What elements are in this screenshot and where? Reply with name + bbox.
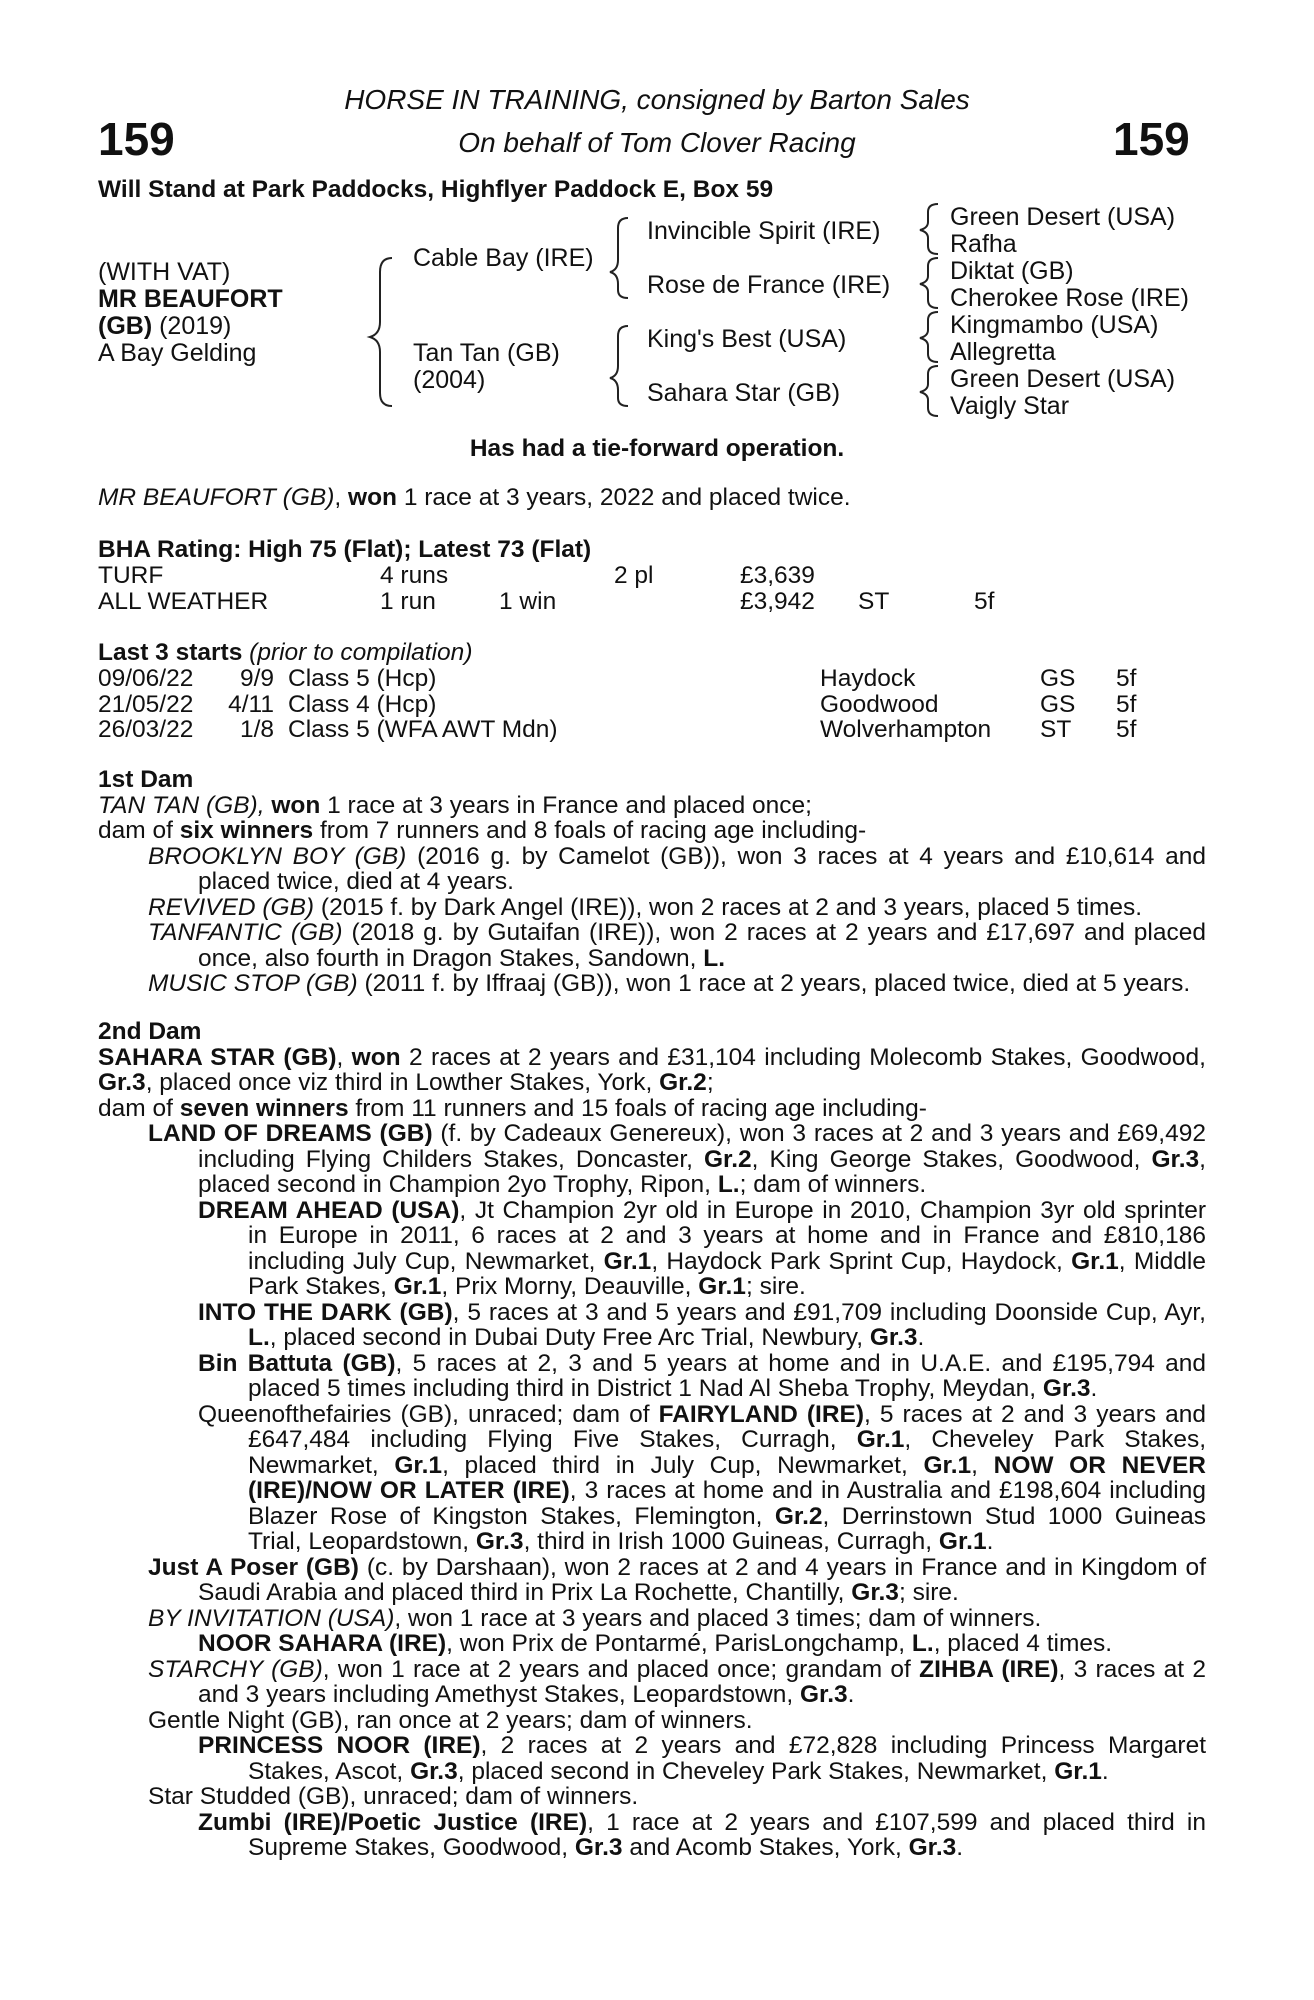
money: £3,942: [740, 587, 815, 615]
lot-number-left: 159: [98, 113, 175, 165]
starts-table: [98, 666, 1206, 743]
start-date: 26/03/22: [98, 716, 194, 743]
offspring-text: , Cheveley Park Stakes, Newmarket,: [248, 1426, 1207, 1479]
group-mark: Gr.2: [659, 1069, 707, 1096]
pedigree-dam-sire: King's Best (USA): [647, 325, 847, 353]
offspring-name: BROOKLYN BOY (GB): [148, 842, 407, 870]
offspring-text: , placed second in Cheveley Park Stakes, Newmarket,: [457, 1757, 1048, 1785]
offspring-entry: [148, 1606, 1206, 1632]
brace-ss: [920, 204, 938, 254]
start-distance: 5f: [1116, 690, 1137, 718]
offspring-name: NOW OR NEVER (IRE)/NOW OR LATER (IRE): [248, 1451, 1207, 1504]
offspring-entry: [148, 1555, 1206, 1606]
offspring-entry: [148, 1784, 1206, 1810]
rating-table: [98, 563, 1206, 614]
offspring-text: , 3 races at home and in Australia and £198,604 including Blazer Rose of Kingston Stakes, Flemington,: [248, 1477, 1206, 1530]
offspring-name: LAND OF DREAMS (GB): [148, 1120, 433, 1147]
offspring-text: (2015 f. by Dark Angel (IRE)), won 2 races at 2 and 3 years, placed 5 times.: [320, 893, 1143, 921]
pedigree-sire-sire: Invincible Spirit (IRE): [647, 217, 881, 245]
offspring-text: (2016 g. by Camelot (GB)), won 3 races at 4 years and £10,614 and placed twice, died at 4 years.: [198, 842, 1206, 895]
group-mark: Gr.1: [856, 1426, 905, 1453]
offspring-name: REVIVED (GB): [148, 893, 315, 921]
start-class: Class 5 (Hcp): [288, 665, 437, 692]
last-starts-title: Last 3 starts: [98, 639, 243, 666]
money: £3,639: [740, 562, 815, 589]
offspring-text: (2018 g. by Gutaifan (IRE)), won 2 races at 2 years and £17,697 and placed once, also fourth in Dragon Stakes, Sandown,: [198, 919, 1207, 972]
horse-name: MR BEAUFORT: [98, 285, 283, 313]
offspring-text: , won Prix de Pontarmé, ParisLongchamp,: [446, 1630, 906, 1657]
group-mark: Gr.1: [393, 1273, 442, 1300]
group-mark: Gr.3: [851, 1579, 899, 1606]
offspring-text: Gentle Night (GB), ran once at 2 years; dam of winners.: [148, 1706, 753, 1734]
group-mark: Gr.2: [703, 1145, 752, 1173]
offspring-name: PRINCESS NOOR (IRE): [198, 1732, 481, 1759]
group-mark: Gr.3: [869, 1324, 918, 1351]
offspring-entry: [148, 920, 1206, 971]
start-date: 21/05/22: [98, 690, 194, 718]
offspring-text: , Jt Champion 2yr old in Europe in 2010, Champion 3yr old sprinter in Europe in 2011, 6 races at 2 and 3 years at home and in France and £810,186 including July Cup, Newmarket,: [248, 1196, 1206, 1275]
group-mark: Gr.3: [908, 1834, 957, 1861]
offspring-text: (c. by Darshaan), won 2 races at 2 and 4 years in France and in Kingdom of Saudi Arabia and placed third in Prix La Rochette, Chantilly,: [198, 1553, 1206, 1606]
winners-count: six winners: [179, 817, 314, 844]
offspring-text: , placed second in Champion 2yo Trophy, Ripon,: [198, 1145, 1206, 1198]
offspring-entry: [148, 895, 1206, 921]
dam-of: dam of: [98, 1094, 173, 1122]
pedigree-dsd: Allegretta: [950, 338, 1056, 366]
stand-location: Will Stand at Park Paddocks, Highflyer Paddock E, Box 59: [98, 176, 774, 203]
dam-name: SAHARA STAR (GB): [98, 1043, 337, 1071]
listed-mark: L.: [248, 1324, 270, 1351]
offspring-text: , Prix Morny, Deauville,: [441, 1273, 692, 1300]
offspring-text: .: [986, 1528, 994, 1555]
surface: TURF: [98, 562, 164, 589]
first-dam-intro: [98, 793, 1206, 819]
offspring-text: , 1 race at 2 years and £107,599 and placed third in Supreme Stakes, Goodwood,: [248, 1808, 1206, 1861]
offspring-text: (f. by Cadeaux Genereux), won 3 races at 2 and 3 years and £69,492 including Flying Childers Stakes, Doncaster,: [198, 1120, 1206, 1173]
header-behalf: On behalf of Tom Clover Racing: [458, 127, 856, 158]
start-date: 09/06/22: [98, 665, 194, 692]
start-class: Class 5 (WFA AWT Mdn): [288, 716, 558, 743]
offspring-entry: [148, 1657, 1206, 1708]
brace-ds: [920, 312, 938, 362]
offspring-name: INTO THE DARK (GB): [198, 1298, 453, 1326]
distance: 5f: [974, 587, 995, 615]
rating-row-aw: [98, 589, 1206, 615]
pedigree-dam-year: (2004): [413, 366, 486, 394]
listed-mark: L.: [911, 1630, 934, 1657]
listed-mark: L.: [703, 944, 726, 972]
offspring-name: TANFANTIC (GB): [148, 919, 343, 946]
winners-count: seven winners: [179, 1094, 349, 1122]
first-dam-produce: [98, 818, 1206, 844]
group-mark: Gr.3: [410, 1757, 458, 1785]
group-mark: Gr.3: [1151, 1145, 1200, 1173]
offspring-name: FAIRYLAND (IRE): [658, 1400, 865, 1428]
offspring-name: DREAM AHEAD (USA): [198, 1196, 460, 1224]
group-mark: Gr.3: [98, 1069, 146, 1096]
offspring-text: , third in Irish 1000 Guineas, Curragh,: [523, 1528, 933, 1555]
offspring-entry: [198, 1351, 1206, 1402]
group-mark: Gr.3: [574, 1834, 623, 1861]
start-going: ST: [1040, 716, 1072, 743]
start-row: [98, 717, 1206, 743]
group-mark: Gr.1: [603, 1247, 652, 1275]
placed: 2 pl: [614, 562, 654, 589]
horse-year: (2019): [159, 312, 232, 340]
pedigree-ddd: Vaigly Star: [950, 392, 1070, 420]
start-going: GS: [1040, 690, 1076, 718]
offspring-entry: [198, 1402, 1206, 1555]
won-label: won: [351, 1043, 401, 1071]
group-mark: Gr.1: [938, 1528, 987, 1555]
produce-text: from 7 runners and 8 foals of racing age including-: [319, 817, 867, 844]
bha-rating: BHA Rating: High 75 (Flat); Latest 73 (Flat): [98, 536, 592, 563]
offspring-text: , placed third in July Cup, Newmarket,: [442, 1451, 908, 1479]
group-mark: Gr.1: [1071, 1247, 1119, 1275]
pedigree-ssd: Rafha: [950, 230, 1017, 258]
offspring-text: , placed 4 times.: [933, 1630, 1113, 1657]
start-row: [98, 692, 1206, 718]
start-course: Goodwood: [820, 690, 939, 718]
summary-horse-name: MR BEAUFORT (GB): [98, 484, 335, 511]
group-mark: Gr.1: [698, 1273, 746, 1300]
start-distance: 5f: [1116, 665, 1137, 692]
pedigree-sire-dam: Rose de France (IRE): [647, 271, 891, 299]
offspring-text: , 3 races at 2 and 3 years including Amethyst Stakes, Leopardstown,: [198, 1655, 1206, 1708]
group-mark: Gr.1: [394, 1451, 443, 1479]
offspring-text: ,: [971, 1451, 978, 1479]
listed-mark: L.: [717, 1171, 740, 1198]
start-course: Wolverhampton: [820, 716, 992, 743]
race-summary: MR BEAUFORT (GB), won 1 race at 3 years, 2022 and placed twice.: [98, 484, 851, 511]
offspring-entry: [148, 1708, 1206, 1734]
lot-number-right: 159: [1113, 113, 1190, 165]
offspring-name: MUSIC STOP (GB): [148, 970, 358, 997]
offspring-text: , won 1 race at 2 years and placed once; grandam of: [322, 1655, 911, 1683]
horse-country: (GB): [98, 312, 153, 340]
offspring-text: .: [956, 1834, 964, 1861]
offspring-text: , placed second in Dubai Duty Free Arc Trial, Newbury,: [269, 1324, 864, 1351]
offspring-text: ; sire.: [898, 1579, 959, 1606]
start-row: [98, 666, 1206, 692]
offspring-text: , Derrinstown Stud 1000 Guineas Trial, Leopardstown,: [248, 1502, 1206, 1555]
start-course: Haydock: [820, 665, 916, 692]
first-dam-heading: 1st Dam: [98, 766, 194, 793]
offspring-text: .: [917, 1324, 925, 1351]
offspring-text: ; sire.: [745, 1273, 806, 1300]
dam-record: 1 race at 3 years in France and placed once;: [327, 791, 812, 819]
start-class: Class 4 (Hcp): [288, 690, 437, 718]
offspring-name: BY INVITATION (USA): [148, 1604, 395, 1632]
offspring-name: Bin Battuta (GB): [198, 1349, 396, 1377]
group-mark: Gr.3: [1042, 1375, 1091, 1402]
second-dam-intro: SAHARA STAR (GB), won 2 races at 2 years and £31,104 including Molecomb Stakes, Goodwood, Gr.3, placed once viz third in Lowther Stakes, York, Gr.2;: [98, 1043, 1206, 1096]
pedigree-sds: Diktat (GB): [950, 257, 1074, 285]
offspring-text: , King George Stakes, Goodwood,: [751, 1145, 1141, 1173]
offspring-text: (2011 f. by Iffraaj (GB)), won 1 race at 2 years, placed twice, died at 5 years.: [364, 970, 1191, 997]
dam-record: 2 races at 2 years and £31,104 including Molecomb Stakes, Goodwood,: [409, 1043, 1206, 1071]
pedigree-sss: Green Desert (USA): [950, 203, 1176, 231]
offspring-entry: [198, 1300, 1206, 1351]
offspring-text: , Middle Park Stakes,: [248, 1247, 1206, 1300]
vat-note: (WITH VAT): [98, 258, 231, 286]
operation-note: Has had a tie-forward operation.: [469, 435, 845, 462]
last-starts-subtitle: (prior to compilation): [249, 639, 473, 666]
offspring-name: NOOR SAHARA (IRE): [198, 1630, 447, 1657]
horse-description: A Bay Gelding: [98, 339, 257, 367]
offspring-text: , 5 races at 2 and 3 years and £647,484 including Flying Five Stakes, Curragh,: [248, 1400, 1207, 1453]
group-mark: Gr.3: [475, 1528, 524, 1555]
won-label: won: [271, 791, 321, 819]
dam-record: , placed once viz third in Lowther Stakes, York,: [145, 1069, 653, 1096]
offspring-entry: [198, 1631, 1206, 1657]
runs: 4 runs: [380, 562, 449, 589]
offspring-entry: [148, 844, 1206, 895]
pedigree-sire: Cable Bay (IRE): [413, 244, 594, 272]
offspring-name: STARCHY (GB): [148, 1655, 323, 1683]
going: ST: [858, 587, 890, 615]
start-going: GS: [1040, 665, 1076, 692]
start-position: 9/9: [239, 665, 274, 692]
offspring-text: Star Studded (GB), unraced; dam of winners.: [148, 1783, 639, 1810]
header-consignor: HORSE IN TRAINING, consigned by Barton Sales: [344, 84, 970, 115]
produce-text: from 11 runners and 15 foals of racing age including-: [355, 1094, 927, 1122]
brace-dd: [920, 366, 938, 416]
offspring-name: Just A Poser (GB): [148, 1553, 359, 1581]
offspring-text: , 2 races at 2 years and £72,828 including Princess Margaret Stakes, Ascot,: [248, 1732, 1206, 1785]
offspring-text: .: [1101, 1757, 1109, 1785]
group-mark: Gr.1: [923, 1451, 972, 1479]
last-starts-heading: [98, 640, 472, 666]
dam-name: TAN TAN (GB),: [98, 791, 265, 819]
offspring-text: ; dam of winners.: [739, 1171, 927, 1198]
pedigree-dam-dam: Sahara Star (GB): [647, 379, 841, 407]
start-distance: 5f: [1116, 716, 1137, 743]
pedigree-sdd: Cherokee Rose (IRE): [950, 284, 1189, 312]
brace-main: [370, 258, 392, 406]
rating-row-turf: [98, 563, 1206, 589]
runs: 1 run: [380, 587, 436, 615]
pedigree-dss: Kingmambo (USA): [950, 311, 1159, 339]
surface: ALL WEATHER: [98, 587, 269, 615]
brace-dam: [610, 326, 628, 406]
pedigree-dam: Tan Tan (GB): [413, 339, 560, 367]
group-mark: Gr.3: [799, 1681, 848, 1708]
offspring-entry: [198, 1198, 1206, 1300]
summary-text: 1 race at 3 years, 2022 and placed twice.: [403, 484, 851, 511]
second-dam-section: [98, 1019, 1206, 1861]
offspring-entry: [148, 1121, 1206, 1198]
offspring-text: Queenofthefairies (GB), unraced; dam of: [198, 1400, 650, 1428]
offspring-text: .: [1090, 1375, 1098, 1402]
first-dam-section: [98, 767, 1206, 997]
offspring-text: and Acomb Stakes, York,: [629, 1834, 902, 1861]
offspring-text: , won 1 race at 3 years and placed 3 times; dam of winners.: [394, 1604, 1042, 1632]
pedigree-dds: Green Desert (USA): [950, 365, 1176, 393]
offspring-entry: [198, 1733, 1206, 1784]
group-mark: Gr.2: [774, 1502, 823, 1530]
second-dam-heading: 2nd Dam: [98, 1018, 202, 1045]
group-mark: Gr.1: [1054, 1757, 1102, 1785]
start-position: 1/8: [239, 716, 274, 743]
brace-sd: [920, 258, 938, 308]
summary-won: won: [348, 484, 398, 511]
offspring-name: Zumbi (IRE)/Poetic Justice (IRE): [198, 1808, 588, 1836]
offspring-name: ZIHBA (IRE): [919, 1655, 1059, 1683]
second-dam-produce: [98, 1096, 1206, 1122]
brace-sire: [610, 218, 628, 298]
offspring-entry: [148, 971, 1206, 997]
offspring-text: , Haydock Park Sprint Cup, Haydock,: [651, 1247, 1063, 1275]
offspring-text: , 5 races at 3 and 5 years and £91,709 including Doonside Cup, Ayr,: [452, 1298, 1206, 1326]
wins: 1 win: [499, 587, 557, 615]
dam-of: dam of: [98, 817, 173, 844]
start-position: 4/11: [228, 690, 274, 718]
offspring-entry: [198, 1810, 1206, 1861]
offspring-text: .: [847, 1681, 855, 1708]
offspring-text: , 5 races at 2, 3 and 5 years at home and in U.A.E. and £195,794 and placed 5 times including third in District 1 Nad Al Sheba Trophy, Meydan,: [248, 1349, 1206, 1402]
